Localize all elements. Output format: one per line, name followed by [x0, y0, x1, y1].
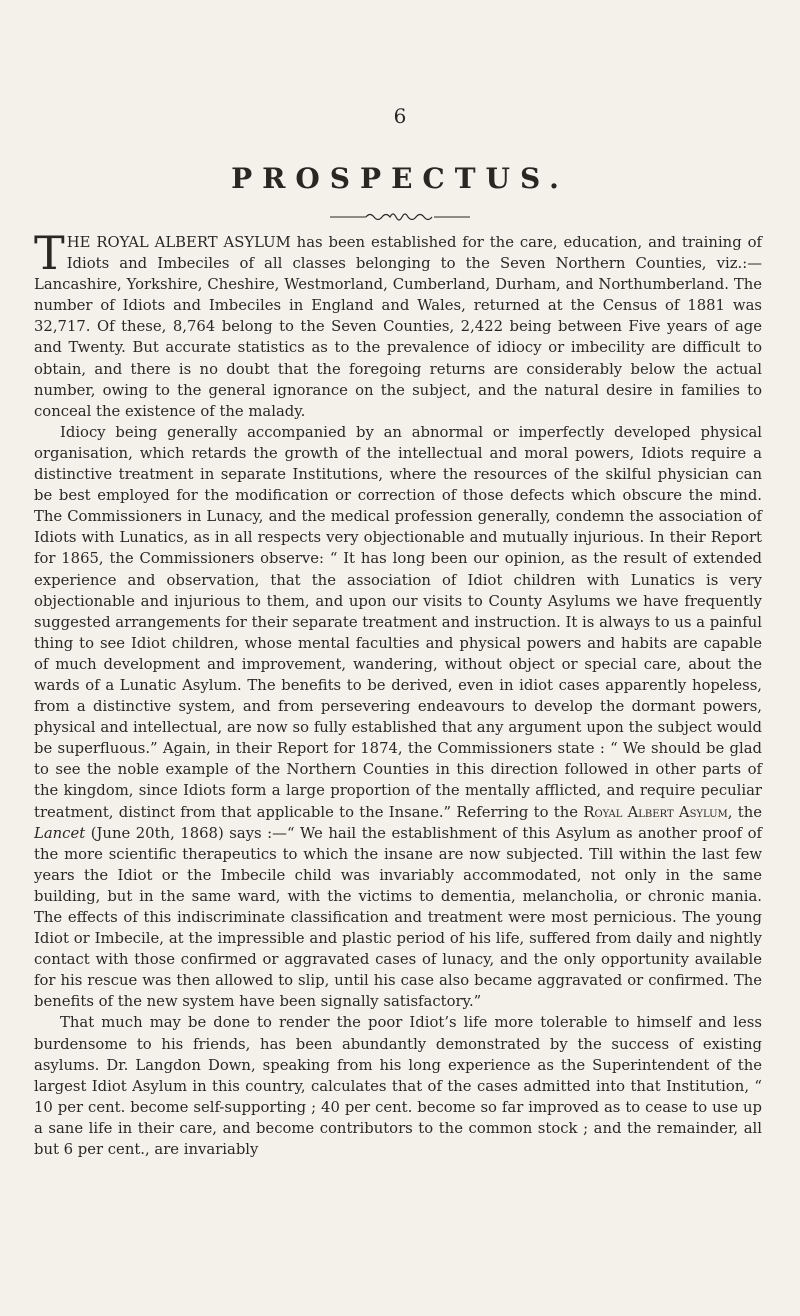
paragraph-2-text-b: , the — [727, 803, 762, 821]
paragraph-1-text: HE ROYAL ALBERT ASYLUM has been established for the care, education, and training of Idiots and Imbeciles of all classes belonging to the Seven Northern Counties, viz.:—Lancashire, Yorkshire, Cheshire, Westmorland, Cumberland, Durham, and Northumberland. The number of Idiots and Imbeciles in England and Wales, returned at the Census of 1881 was 32,717. Of these, 8,764 belong to the Seven Counties, 2,422 being between Five years of age and Twenty. But accurate statistics as to the prevalence of idiocy or imbecility are difficult to obtain, and there is no doubt that the foregoing returns are considerably below the actual number, owing to the general ignorance on the subject, and the natural desire in families to conceal the existence of the malady. — [34, 234, 762, 420]
paragraph-2-text-c: (June 20th, 1868) says :—“ We hail the establishment of this Asylum as another proof of the more scientific therapeutics to which the insane are now subjected. Till within the last few years the Idiot or the Imbecile child was invariably accommodated, not only in the same building, but in the same ward, with the victims to dementia, melancholia, or chronic mania. The effects of this indiscriminate classification and treatment were most pernicious. The young Idiot or Imbecile, at the impressible and plastic period of his life, suffered from daily and nightly contact with those confirmed or aggravated cases of lunacy, and the only opportunity available for his rescue was then allowed to slip, until his case also became aggravated or confirmed. The benefits of the new system have been signally satisfactory.” — [34, 824, 762, 1011]
paragraph-1 — [34, 226, 762, 422]
page-title: PROSPECTUS. — [231, 162, 569, 195]
drop-cap: T — [34, 226, 65, 280]
prospectus-body — [34, 226, 762, 1160]
paragraph-2-text-a: Idiocy being generally accompanied by an abnormal or imperfectly developed physical organisation, which retards the growth of the intellectual and moral powers, Idiots require a distinctive treatment in separate Institutions, where the resources of the skilful physician can be best employed for the modification or correction of those defects which obscure the mind. The Commissioners in Lunacy, and the medical profession generally, condemn the association of Idiots with Lunatics, as in all respects very objectionable and mutually injurious. In their Report for 1865, the Commissioners observe: “ It has long been our opinion, as the result of extended experience and observation, that the association of Idiot children with Lunatics is very objectionable and injurious to them, and upon our visits to County Asylums we have frequently suggested arrangements for their separate treatment and instruction. It is always to us a painful thing to see Idiot children, whose mental faculties and physical powers and habits are capable of much development and improvement, wandering, without object or special care, about the wards of a Lunatic Asylum. The benefits to be derived, even in idiot cases apparently hopeless, from a distinctive system, and from persevering endeavours to develop the dormant powers, physical and intellectual, are now so fully established that any argument upon the subject would be superfluous.” Again, in their Report for 1874, the Commissioners state : “ We should be glad to see the noble example of the Northern Counties in this direction followed in other parts of the kingdom, since Idiots form a large proportion of the mentally afflicted, and require peculiar treatment, distinct from that applicable to the Insane.” Referring to the — [34, 423, 762, 821]
asylum-name: Royal Albert Asylum — [583, 803, 728, 821]
journal-name: Lancet — [34, 824, 86, 842]
paragraph-3 — [34, 1012, 762, 1160]
paragraph-3-text: That much may be done to render the poor Idiot’s life more tolerable to himself and less burdensome to his friends, has been abundantly demonstrated by the success of existing asylums. Dr. Langdon Down, speaking from his long experience as the Superintendent of the largest Idiot Asylum in this country, calculates that of the cases admitted into that Institution, “ 10 per cent. become self-supporting ; 40 per cent. become so far improved as to cease to use up a sane life in their care, and become contributors to the common stock ; and the remainder, all but 6 per cent., are invariably — [34, 1014, 762, 1159]
paragraph-2 — [34, 422, 762, 1013]
decorative-rule-ornament-icon — [330, 211, 470, 223]
page-number: 6 — [393, 104, 407, 128]
